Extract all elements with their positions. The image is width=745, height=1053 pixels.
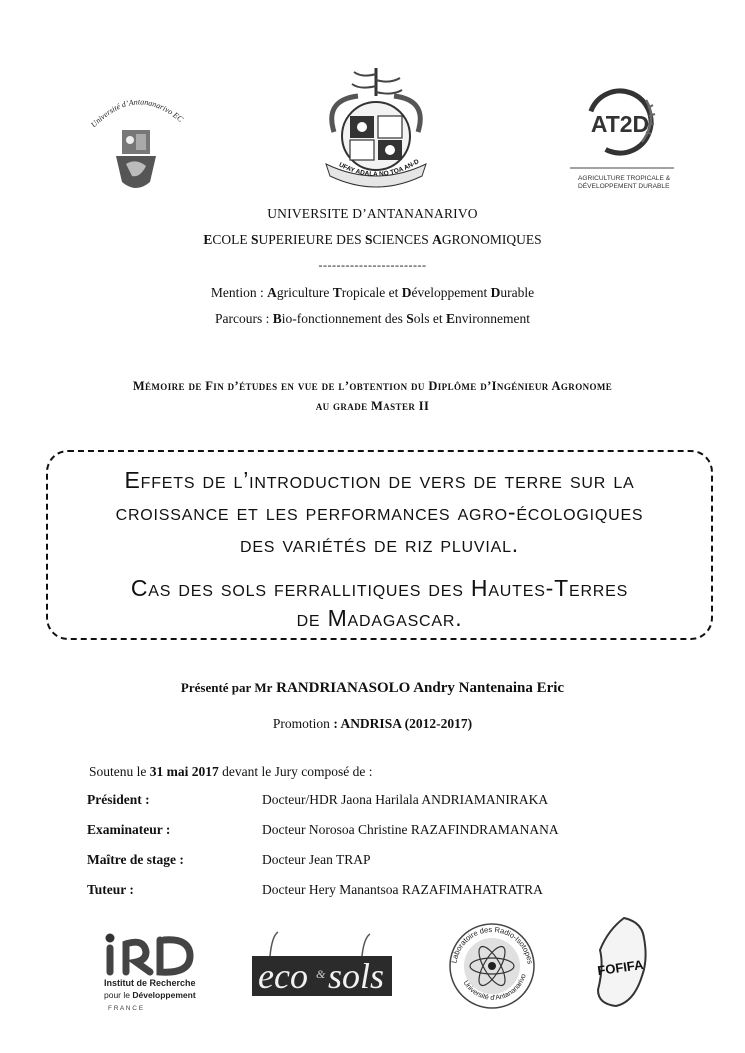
at2d-logo [568, 86, 678, 196]
at2d-caption-2: DÉVELOPPEMENT DURABLE [578, 183, 670, 190]
promotion-line [0, 716, 745, 732]
memoire-heading [60, 376, 685, 416]
ecosols-ampersand: & [316, 967, 326, 981]
promotion-value: : ANDRISA (2012-2017) [333, 716, 473, 731]
school-name [0, 232, 745, 248]
initial-letter: S [250, 232, 259, 247]
initial-letter: B [272, 311, 282, 326]
title-line-2: croissance et les performances agro-écologiques [115, 499, 644, 525]
jury-role: Président : [87, 792, 150, 807]
svg-text:Université d’Antananarivo ECOL [86, 82, 185, 129]
author-prefix: Présenté par Mr [180, 680, 273, 695]
university-logo-text: Université d’Antananarivo EC [89, 97, 185, 130]
defense-post: devant le Jury composé de : [218, 764, 373, 779]
at2d-caption-1: AGRICULTURE TROPICALE & [578, 175, 671, 182]
subtitle-line-1: Cas des sols ferrallitiques des Hautes-Terres [130, 575, 629, 601]
jury-role: Examinateur : [87, 822, 171, 837]
ecosols-word-2: sols [328, 956, 385, 996]
jury-name: Docteur/HDR Jaona Harilala ANDRIAMANIRAKA [262, 792, 549, 807]
text-fragment: éveloppement [411, 285, 491, 300]
text-fragment: GRONOMIQUES [441, 232, 542, 247]
eco-sols-logo [250, 930, 394, 1000]
madagascar-seal [314, 66, 438, 192]
initial-letter: T [332, 285, 342, 300]
university-logo [86, 82, 186, 200]
jury-name: Docteur Hery Manantsoa RAZAFIMAHATRATRA [262, 882, 543, 897]
jury-role: Maître de stage : [87, 852, 184, 867]
defense-pre: Soutenu le [89, 764, 150, 779]
initial-letter: A [432, 232, 442, 247]
jury-name: Docteur Jean TRAP [262, 852, 371, 867]
jury-role: Tuteur : [87, 882, 134, 897]
title-line-3: des variétés de riz pluvial. [239, 531, 519, 557]
initial-letter: S [406, 311, 414, 326]
initial-letter: E [446, 311, 456, 326]
at2d-badge-text: AT2D [590, 111, 650, 137]
author-line [0, 680, 745, 697]
fofifa-logo [590, 916, 652, 1008]
radioisotope-lab-logo [446, 918, 538, 1010]
initial-letter: D [490, 285, 501, 300]
title-line-1: Effets de l’introduction de vers de terre sur la [124, 467, 635, 493]
author-name: RANDRIANASOLO Andry Nantenaina Eric [276, 680, 565, 696]
header-separator: ------------------------ [318, 258, 427, 272]
lab-arc-top: Laboratoire des Radio-Isotopes [449, 924, 535, 965]
thesis-subtitle [58, 573, 701, 633]
jury-name: Docteur Norosoa Christine RAZAFINDRAMANANA [262, 822, 559, 837]
text-fragment: griculture [276, 285, 333, 300]
mention-line [0, 285, 745, 301]
ird-country: F R A N C E [108, 1005, 144, 1012]
parcours-line [0, 311, 745, 327]
lab-arc-bottom: Université d’Antananarivo [461, 973, 528, 1002]
ecosols-word-1: eco [258, 956, 308, 996]
subtitle-line-2: de Madagascar. [296, 605, 463, 631]
text-fragment: Mention : [210, 285, 268, 300]
memoire-line-2: au grade Master II [315, 399, 430, 413]
seal-motto: UFAY ADALA NO TOA AN-D [337, 158, 421, 179]
ird-line-1: Institut de Recherche [104, 978, 196, 988]
ird-name: IRD [152, 957, 156, 959]
text-fragment: UPERIEURE DES [258, 232, 365, 247]
text-fragment: CIENCES [372, 232, 433, 247]
text-fragment: io-fonctionnement des [281, 311, 407, 326]
initial-letter: D [401, 285, 412, 300]
text-fragment: ropicale et [341, 285, 402, 300]
university-name: UNIVERSITE D’ANTANANARIVO [267, 206, 478, 221]
initial-letter: A [267, 285, 277, 300]
initial-letter: E [203, 232, 213, 247]
memoire-line-1: Mémoire de Fin d’études en vue de l’obtention du Diplôme d’Ingénieur Agronome [132, 379, 613, 393]
svg-text:pour le Développement [104, 990, 196, 1000]
thesis-title [58, 464, 701, 560]
text-fragment: COLE [212, 232, 251, 247]
text-fragment: urable [500, 285, 535, 300]
fofifa-text: FOFIFA [596, 956, 645, 979]
text-fragment: Parcours : [215, 311, 273, 326]
ird-line-2a: pour le [104, 990, 133, 1000]
ird-line-2b: Développement [132, 990, 196, 1000]
text-fragment: nvironnement [455, 311, 530, 326]
promotion-label: Promotion [272, 716, 334, 731]
initial-letter: S [365, 232, 373, 247]
defense-date: 31 mai 2017 [149, 764, 219, 779]
text-fragment: ols et [413, 311, 446, 326]
ird-logo [100, 928, 208, 1016]
defense-line [89, 764, 372, 780]
